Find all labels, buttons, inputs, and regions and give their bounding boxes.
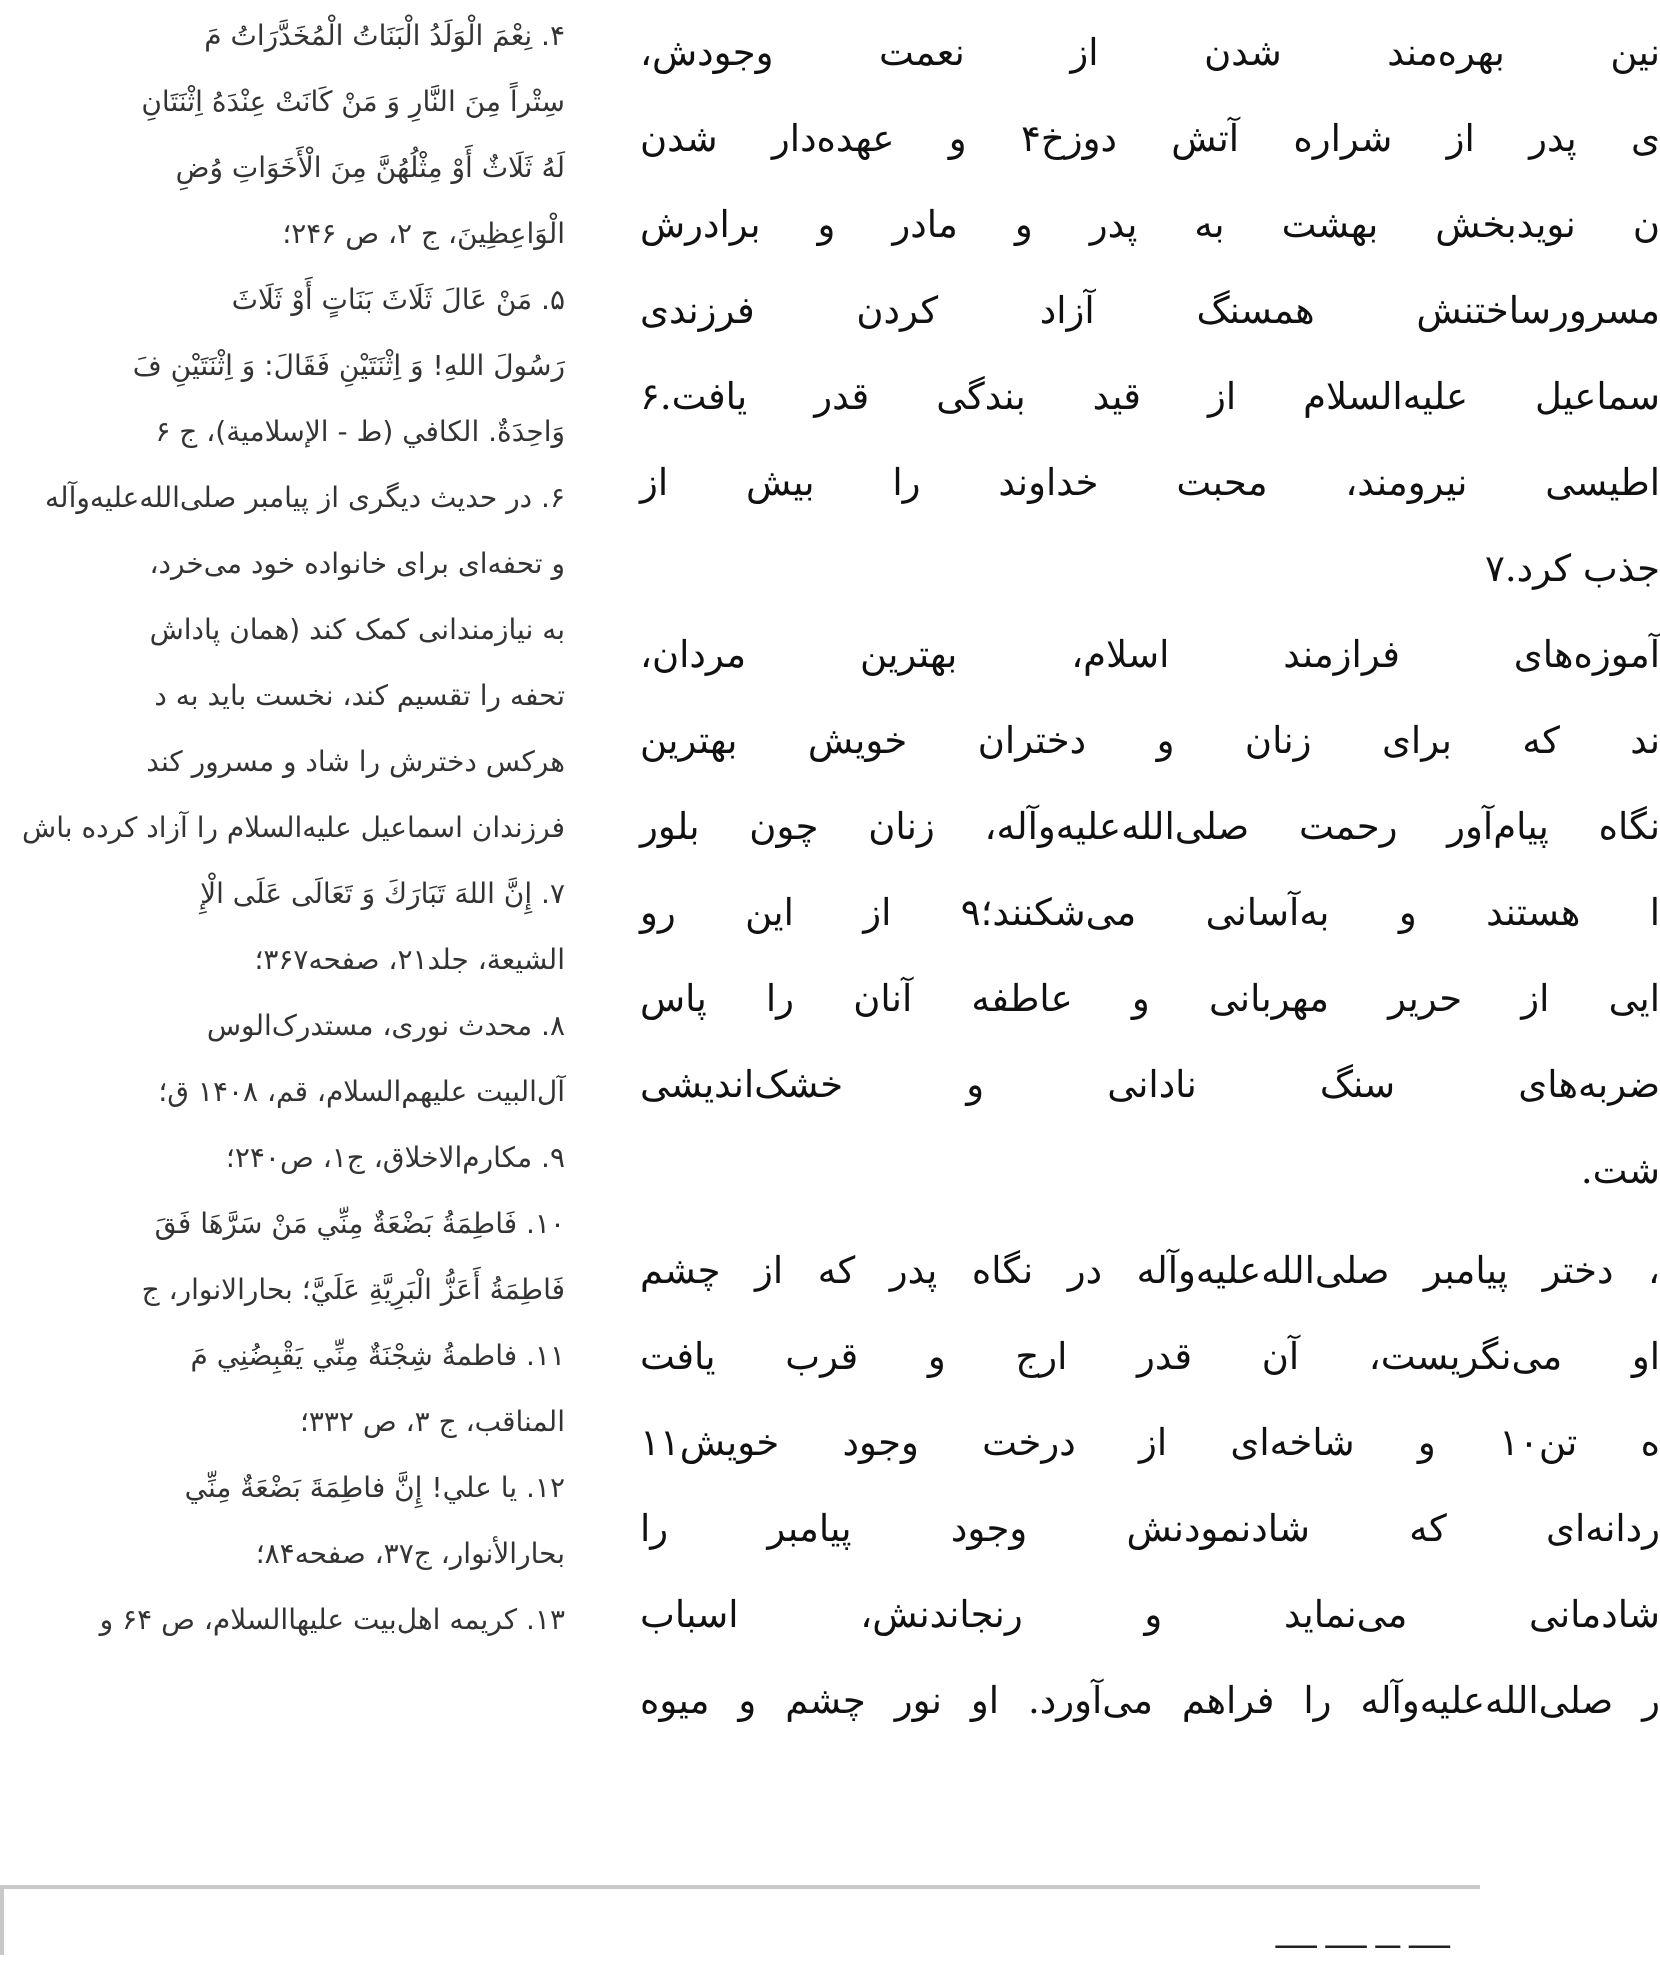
main-line: او می‌نگریست، آن قدر ارج و قرب یافت — [640, 1335, 1660, 1378]
footnote-line: ۱۳. کریمه اهل‌بیت علیهاالسلام، ص ۶۴ و — [99, 1603, 565, 1636]
main-line: ی پدر از شراره آتش دوزخ۴ و عهده‌دار شدن — [640, 117, 1660, 160]
footnote-line: وَاحِدَةٌ. الكافي (ط - الإسلامية)، ج ۶ — [155, 415, 565, 448]
footnote-line: المناقب، ج ۳، ص ۳۳۲؛ — [299, 1405, 565, 1438]
main-line: ، دختر پیامبر صلی‌الله‌علیه‌وآله در نگاه پدر که از چشم — [640, 1249, 1660, 1292]
footnote-line: فرزندان اسماعیل علیه‌السلام را آزاد کرده باش — [22, 811, 565, 844]
main-line: ن نویدبخش بهشت به پدر و مادر و برادرش — [640, 203, 1660, 246]
main-line: شادمانی می‌نماید و رنجاندنش، اسباب — [640, 1593, 1660, 1636]
main-line: نین بهره‌مند شدن از نعمت وجودش، — [640, 31, 1660, 74]
footnote-line: فَاطِمَةُ أَعَزُّ الْبَرِيَّةِ عَلَيَّ؛ بحارالانوار، ج — [141, 1273, 565, 1306]
main-line: ر صلی‌الله‌علیه‌وآله را فراهم می‌آورد. او نور چشم و میوه — [640, 1679, 1660, 1722]
main-line: ا هستند و به‌آسانی می‌شکنند؛۹ از این رو — [640, 891, 1660, 934]
footnote-line: هرکس دخترش را شاد و مسرور کند — [146, 745, 565, 778]
footnote-line: ۱۰. فَاطِمَةُ بَضْعَةٌ مِنِّي مَنْ سَرَّهَا فَقَ — [154, 1207, 565, 1240]
main-line: سماعیل علیه‌السلام از قید بندگی قدر یافت.۶ — [640, 375, 1660, 418]
footnote-line: ۹. مکارم‌الاخلاق، ج۱، ص۲۴۰؛ — [225, 1141, 565, 1174]
bottom-box-text: ـــــ ـــ ـــــ ـــــ — [1275, 1922, 1450, 1955]
main-line: ند که برای زنان و دختران خویش بهترین — [640, 719, 1660, 762]
footnote-line: بحارالأنوار، ج۳۷، صفحه۸۴؛ — [255, 1537, 565, 1570]
footnote-line: ۴. نِعْمَ الْوَلَدُ الْبَنَاتُ الْمُخَدَّرَاتُ مَ — [204, 19, 565, 52]
footnote-line: الشيعة، جلد۲۱، صفحه۳۶۷؛ — [254, 943, 565, 976]
footnote-line: الْوَاعِظِينَ، ج ۲، ص ۲۴۶؛ — [282, 217, 565, 250]
footnote-line: سِتْراً مِنَ النَّارِ وَ مَنْ كَانَتْ عِنْدَهُ اِثْنَتَانِ — [141, 85, 565, 118]
main-line: ضربه‌های سنگ نادانی و خشک‌اندیشی — [640, 1063, 1660, 1106]
main-line: آموزه‌های فرازمند اسلام، بهترین مردان، — [640, 633, 1660, 676]
main-line: ایی از حریر مهربانی و عاطفه آنان را پاس — [640, 977, 1660, 1020]
main-line: ه تن۱۰ و شاخه‌ای از درخت وجود خویش۱۱ — [640, 1421, 1660, 1464]
main-line: شت. — [1580, 1149, 1660, 1192]
main-line: ردانه‌ای که شادنمودنش وجود پیامبر را — [640, 1507, 1660, 1550]
footnote-line: ۶. در حدیث دیگری از پیامبر صلی‌الله‌علیه‌وآله — [45, 481, 565, 514]
footnote-line: رَسُولَ اللهِ! وَ اِثْنَتَيْنِ فَقَالَ: وَ اِثْنَتَيْنِ فَ — [132, 349, 565, 382]
main-line: نگاه پیام‌آور رحمت صلی‌الله‌علیه‌وآله، زنان چون بلور — [640, 805, 1660, 848]
footnote-line: لَهُ ثَلَاثٌ أَوْ مِثْلُهُنَّ مِنَ الْأَخَوَاتِ وُضِ — [175, 151, 565, 184]
bottom-frame-box — [0, 1885, 1480, 1955]
footnote-line: به نیازمندانی کمک کند (همان پاداش — [149, 613, 565, 646]
main-line: اطیسی نیرومند، محبت خداوند را بیش از — [640, 461, 1660, 504]
footnote-line: آل‌البیت علیهم‌السلام، قم، ۱۴۰۸ ق؛ — [158, 1075, 565, 1108]
footnote-line: ۷. إِنَّ اللهَ تَبَارَكَ وَ تَعَالَى عَلَى الْإِ — [200, 877, 565, 910]
footnote-line: ۵. مَنْ عَالَ ثَلَاثَ بَنَاتٍ أَوْ ثَلَاثَ — [231, 283, 565, 316]
main-line: جذب کرد.۷ — [1484, 547, 1660, 590]
footnote-line: تحفه را تقسیم کند، نخست باید به د — [154, 679, 565, 712]
footnote-line: ۸. محدث نوری، مستدرک‌الوس — [206, 1009, 565, 1042]
footnote-line: ۱۲. يا علي! إِنَّ فاطِمَةَ بَضْعَةٌ مِنِّي — [184, 1471, 565, 1504]
footnote-line: و تحفه‌ای برای خانواده خود می‌خرد، — [149, 547, 565, 580]
footnotes-column — [0, 0, 565, 1820]
main-text-column — [640, 0, 1660, 1800]
main-line: مسرورساختنش همسنگ آزاد کردن فرزندی — [640, 289, 1660, 332]
footnote-line: ۱۱. فاطمةُ شِجْنَةٌ مِنِّي يَقْبِضُنِي مَ — [190, 1339, 565, 1372]
